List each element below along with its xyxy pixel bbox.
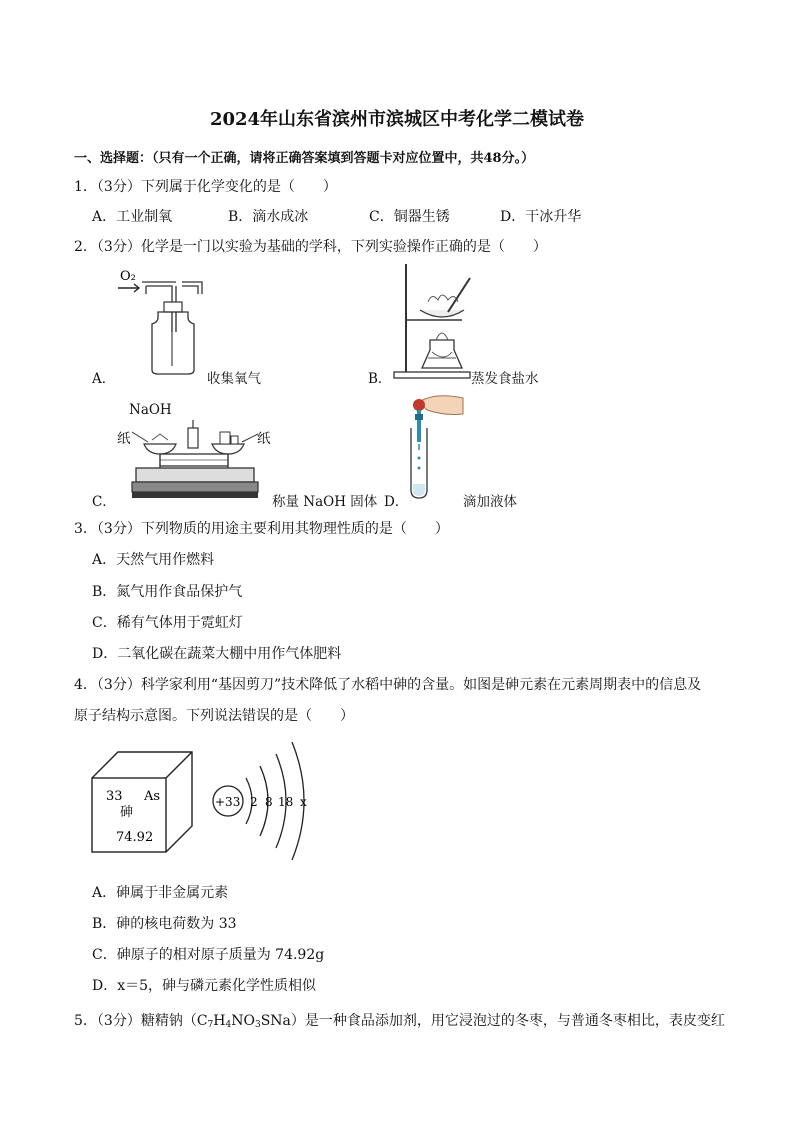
q2-option-c[interactable]: C．	[92, 494, 116, 510]
q4-option-a[interactable]: A．砷属于非金属元素	[92, 885, 229, 901]
q2-d-caption: 滴加液体	[463, 494, 517, 510]
q4-stem-line1: 4．（3分）科学家利用“基因剪刀”技术降低了水稻中砷的含量。如图是砷元素在元素周期表中的信息及	[74, 677, 702, 693]
q2-c-caption: 称量 NaOH 固体	[272, 494, 378, 510]
atomic-mass: 74.92	[116, 830, 154, 845]
atomic-structure-figure	[210, 738, 330, 864]
q1-option-c[interactable]: C．铜器生锈	[369, 209, 450, 225]
dropper-test-tube-figure	[405, 392, 467, 502]
paper-label-left: 纸	[117, 431, 131, 447]
formula-h: H	[213, 1013, 226, 1029]
balance-figure	[130, 420, 260, 506]
element-name: 砷	[120, 805, 134, 820]
q4-stem-line2: 原子结构示意图。下列说法错误的是（ ）	[74, 708, 354, 724]
element-symbol: As	[144, 789, 161, 804]
page-title: 2024年山东省滨州市滨城区中考化学二模试卷	[209, 109, 585, 130]
shell-4-electrons: x	[300, 795, 307, 809]
q2-option-b[interactable]: B．	[368, 371, 392, 387]
shell-1-electrons: 2	[250, 795, 258, 809]
gas-collection-bottle-figure	[112, 262, 222, 382]
q3-option-b[interactable]: B．氮气用作食品保护气	[92, 584, 243, 600]
q3-stem: 3．（3分）下列物质的用途主要利用其物理性质的是（ ）	[74, 521, 449, 537]
q2-stem: 2．（3分）化学是一门以实验为基础的学科，下列实验操作正确的是（ ）	[74, 239, 547, 255]
formula-o-count: 3	[254, 1020, 261, 1030]
atomic-number: 33	[106, 789, 123, 804]
o2-gas-label: O₂	[120, 269, 136, 284]
q2-option-d[interactable]: D．	[384, 494, 409, 510]
formula-h-count: 4	[225, 1020, 232, 1030]
q1-stem: 1．（3分）下列属于化学变化的是（ ）	[74, 179, 337, 195]
formula-c-count: 7	[207, 1020, 214, 1030]
paper-label-right: 纸	[257, 431, 271, 447]
q3-option-c[interactable]: C．稀有气体用于霓虹灯	[92, 615, 243, 631]
q1-option-a[interactable]: A．工业制氧	[92, 209, 173, 225]
q5-stem-prefix: 5．（3分）糖精钠（C	[74, 1013, 208, 1029]
q4-option-b[interactable]: B．砷的核电荷数为 33	[92, 916, 237, 932]
formula-sna: SNa	[260, 1013, 291, 1029]
nucleus-charge: +33	[215, 795, 241, 809]
formula-no: NO	[231, 1013, 255, 1029]
naoh-label: NaOH	[129, 402, 172, 418]
evaporation-setup-figure	[392, 262, 474, 382]
periodic-cell-figure	[90, 750, 194, 854]
q2-option-a[interactable]: A．	[92, 371, 116, 387]
q3-option-d[interactable]: D．二氧化碳在蔬菜大棚中用作气体肥料	[92, 646, 342, 662]
shell-3-electrons: 18	[278, 795, 294, 809]
q2-a-caption: 收集氧气	[207, 371, 261, 387]
q3-option-a[interactable]: A．天然气用作燃料	[92, 552, 215, 568]
q5-stem-suffix: ）是一种食品添加剂，用它浸泡过的冬枣，与普通冬枣相比，表皮变红	[290, 1013, 725, 1029]
q5-stem	[74, 1010, 725, 1030]
q4-option-d[interactable]: D．x＝5，砷与磷元素化学性质相似	[92, 978, 317, 994]
q4-option-c[interactable]: C．砷原子的相对原子质量为 74.92g	[92, 947, 325, 963]
q1-option-b[interactable]: B．滴水成冰	[228, 209, 309, 225]
shell-2-electrons: 8	[265, 795, 273, 809]
q2-b-caption: 蒸发食盐水	[471, 371, 539, 387]
section-heading: 一、选择题：（只有一个正确，请将正确答案填到答题卡对应位置中，共48分。）	[74, 151, 535, 166]
q1-option-d[interactable]: D．干冰升华	[500, 209, 582, 225]
